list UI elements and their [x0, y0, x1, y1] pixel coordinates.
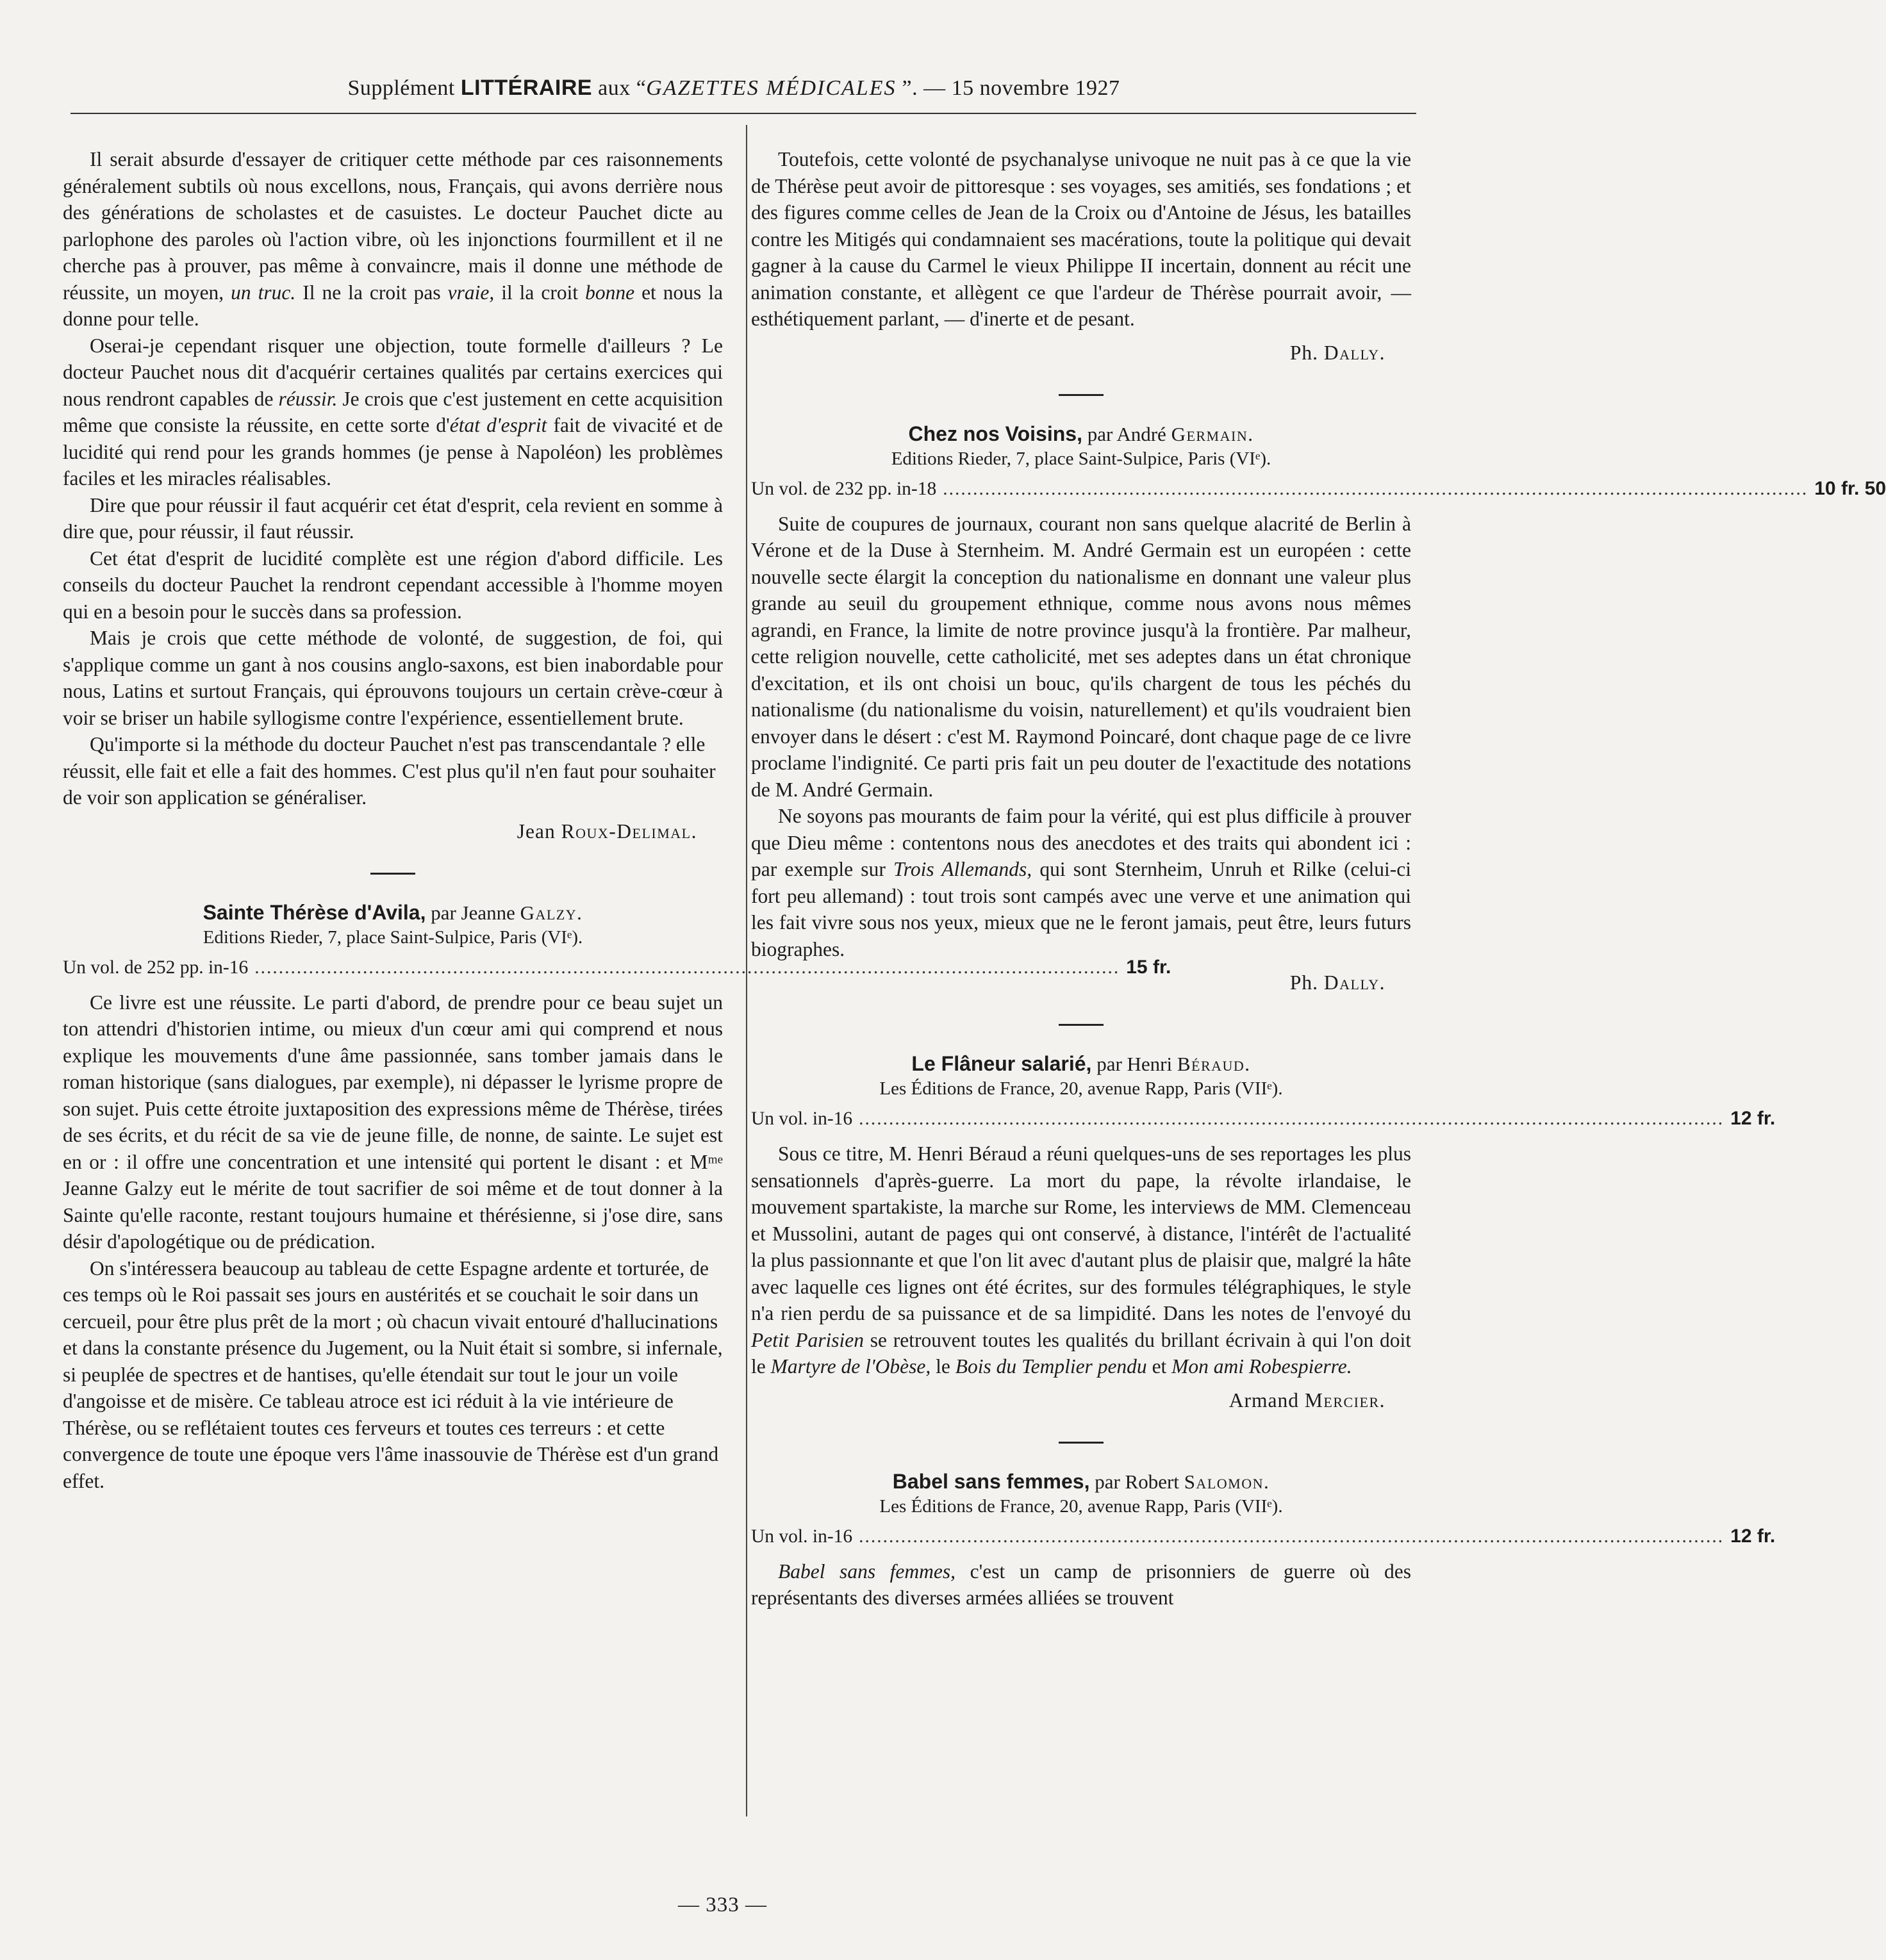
review-publisher: Editions Rieder, 7, place Saint-Sulpice, Paris (VIᵉ).	[203, 926, 583, 948]
paragraph: Suite de coupures de journaux, courant non sans quelque alacrité de Berlin à Vérone et de la Duse à Sternheim. M. André Germain est un européen : cette nouvelle secte élargit la conception du nationalisme en donnant une valeur plus grande au seuil du groupement ethnique, comme nous avons nous mêmes agrandi, en France, la limite de notre province jusqu'à la frontière. Par malheur, cette religion nouvelle, cette catholicité, met ses adeptes dans un état chronique d'excitation, et ils ont choisi un bouc, qu'ils chargent de tous les péchés du nationalisme (du nationalisme du voisin, naturellement) et qu'ils voudraient bien envoyer dans le désert : c'est M. Raymond Poincaré, dont chaque page de ce livre proclame l'indignité. Ce parti pris fait un peu douter de l'exactitude des notations de M. André Germain.	[751, 512, 1411, 801]
review-price-line: Un vol. de 232 pp. in-18 ................................................................................................................................................ 10 fr. 50	[751, 477, 1886, 499]
section-separator	[370, 873, 415, 875]
review-title: Babel sans femmes, par Robert Salomon.	[892, 1469, 1270, 1493]
paragraph: Qu'importe si la méthode du docteur Pauchet n'est pas transcendantale ? elle réussit, elle fait et elle a fait des hommes. C'est plus qu'il n'en faut pour souhaiter de voir son application se généraliser.	[63, 733, 716, 809]
right-column	[751, 146, 1886, 1611]
paragraph: Babel sans femmes, c'est un camp de prisonniers de guerre où des représentants des diverses armées alliées se trouvent	[751, 1560, 1412, 1609]
page-number: — 333 —	[678, 1893, 767, 1916]
signature: Armand Mercier.	[1228, 1388, 1386, 1412]
paragraph: Mais je crois que cette méthode de volonté, de suggestion, de foi, qui s'applique comme un gant à nos cousins anglo-saxons, est bien inabordable pour nous, Latins et surtout Français, qui éprouvons toujours un certain crève-cœur à voir se briser un habile syllogisme contre l'expérience, essentiellement brute.	[63, 627, 723, 729]
running-head-journal: GAZETTES MÉDICALES	[646, 76, 897, 100]
header-rule	[70, 113, 1416, 114]
paragraph: Ne soyons pas mourants de faim pour la vérité, qui est plus difficile à prouver que Dieu même : contentons nous des anecdotes et des traits qui abondent ici : par exemple sur Trois Allemands, qui sont Sternheim, Unruh et Rilke (celui-ci fort peu allemand) : tout trois sont campés avec une verve et une animation qui les fait vivre sous nos yeux, mieux que ne le feront jamais, peut être, leurs futurs biographes.	[751, 805, 1412, 960]
running-head-bold: LITTÉRAIRE	[460, 76, 593, 100]
paragraph: Dire que pour réussir il faut acquérir cet état d'esprit, cela revient en somme à dire que, pour réussir, il faut réussir.	[63, 493, 723, 543]
paragraph: Ce livre est une réussite. Le parti d'abord, de prendre pour ce beau sujet un ton attendri d'historien intime, ou mieux d'un cœur ami qui comprend et nous explique les mouvements d'une âme passionnée, sans tomber jamais dans le roman historique (sans dialogues, par exemple), ni dépasser le lyrisme propre de son sujet. Puis cette étroite juxtaposition des expressions même de Thérèse, tirées de ses écrits, et du récit de sa vie de jeune fille, de nonne, de sainte. Le sujet est en or : il offre une concentration et une intensité qui portent le disant : et Mᵐᵉ Jeanne Galzy eut le mérite de tout sacrifier de soi même et de tout donner à la Sainte qu'elle raconte, restant toujours humaine et thérésienne, si j'ose dire, sans désir d'apologétique ou de prédication.	[63, 991, 723, 1253]
running-head-date: ”. — 15 novembre 1927	[902, 76, 1120, 100]
signature: Jean Roux-Delimal.	[517, 819, 697, 843]
running-head-prefix: Supplément	[347, 76, 455, 100]
section-separator	[1059, 1024, 1104, 1026]
signature: Ph. Dally.	[1289, 971, 1386, 994]
review-price-line: Un vol. de 252 pp. in-16 ................................................................................................................................................ 15 fr.	[63, 956, 1171, 978]
review-publisher: Les Éditions de France, 20, avenue Rapp, Paris (VIIᵉ).	[879, 1495, 1283, 1517]
signature: Ph. Dally.	[1289, 341, 1386, 364]
section-separator	[1059, 394, 1104, 396]
paragraph: On s'intéressera beaucoup au tableau de cette Espagne ardente et torturée, de ces temps où le Roi passait ses jours en austérités et se couchait le soir dans un cercueil, pour être plus prêt de la mort ; où chacun vivait entouré d'hallucinations et dans la constante présence du Jugement, ou la Nuit était si sombre, si infernale, si peuplée de spectres et de hantises, qu'elle étendait sur tout le jour un voile d'angoisse et de misère. Ce tableau atroce est ici réduit à la vie intérieure de Thérèse, ou se reflétaient toutes ces ferveurs et toutes ces terreurs : et cette convergence de toute une époque vers l'âme inassouvie de Thérèse est d'un grand effet.	[63, 1256, 723, 1492]
paragraph: Il serait absurde d'essayer de critiquer cette méthode par ces raisonnements généralement subtils où nous excellons, nous, Français, qui avons derrière nous des générations de scholastes et de casuistes. Le docteur Pauchet dicte au parlophone des paroles où l'action vibre, où les injonctions fourmillent et il ne cherche pas à prouver, pas même à convaincre, mais il donne une méthode de réussite, un moyen, un truc. Il ne la croit pas vraie, il la croit bonne et nous la donne pour telle.	[63, 148, 724, 330]
paragraph: Toutefois, cette volonté de psychanalyse univoque ne nuit pas à ce que la vie de Thérèse peut avoir de pittoresque : ses voyages, ses amitiés, ses fondations ; et des figures comme celles de Jean de la Croix ou d'Antoine de Jésus, les batailles contre les Mitigés qui condamnaient ses macérations, toute la politique qui devait gagner à la cause du Carmel le vieux Philippe II incertain, donnent au récit une animation constante, et allègent ce que l'ardeur de Thérèse pourrait avoir, — esthétiquement parlant, — d'inerte et de pesant.	[751, 148, 1411, 330]
review-title: Sainte Thérèse d'Avila, par Jeanne Galzy.	[203, 900, 583, 924]
paragraph: Sous ce titre, M. Henri Béraud a réuni quelques-uns de ses reportages les plus sensationnels d'après-guerre. La mort du pape, la révolte irlandaise, le mouvement spartakiste, la marche sur Rome, les interviews de MM. Clemenceau et Mussolini, autant de pages qui ont conservé, à distance, l'intérêt de l'actualité la plus passionnante et que l'on lit avec d'autant plus de plaisir que, malgré la hâte avec laquelle ces lignes ont été écrites, sur des formules télégraphiques, le style n'a rien perdu de sa puissance et de sa limpidité. Dans les notes de l'envoyé du Petit Parisien se retrouvent toutes les qualités du brillant écrivain à qui l'on doit le Martyre de l'Obèse, le Bois du Templier pendu et Mon ami Robespierre.	[751, 1142, 1412, 1378]
paragraph: Oserai-je cependant risquer une objection, toute formelle d'ailleurs ? Le docteur Pauchet nous dit d'acquérir certaines qualités par certains exercices qui nous rendront capables de réussir. Je crois que c'est justement en cette acquisition même que consiste la réussite, en cette sorte d'état d'esprit fait de vivacité et de lucidité qui rend pour les grands hommes (je pense à Napoléon) les problèmes faciles et les miracles réalisables.	[63, 334, 724, 490]
review-publisher: Editions Rieder, 7, place Saint-Sulpice, Paris (VIᵉ).	[891, 448, 1271, 469]
review-price-line: Un vol. in-16 ................................................................................................................................................ 12 fr.	[751, 1108, 1776, 1129]
review-title: Le Flâneur salarié, par Henri Béraud.	[911, 1052, 1251, 1075]
running-head-mid: aux “	[598, 76, 647, 100]
review-title: Chez nos Voisins, par André Germain.	[908, 422, 1254, 445]
review-publisher: Les Éditions de France, 20, avenue Rapp, Paris (VIIᵉ).	[879, 1078, 1283, 1099]
review-price-line: Un vol. in-16 ................................................................................................................................................ 12 fr.	[751, 1525, 1776, 1547]
paragraph: Cet état d'esprit de lucidité complète est une région d'abord difficile. Les conseils du docteur Pauchet la rendront cependant accessible à l'homme moyen qui en a besoin pour le succès dans sa profession.	[63, 547, 723, 623]
running-head	[58, 76, 1410, 101]
section-separator	[1059, 1442, 1104, 1444]
